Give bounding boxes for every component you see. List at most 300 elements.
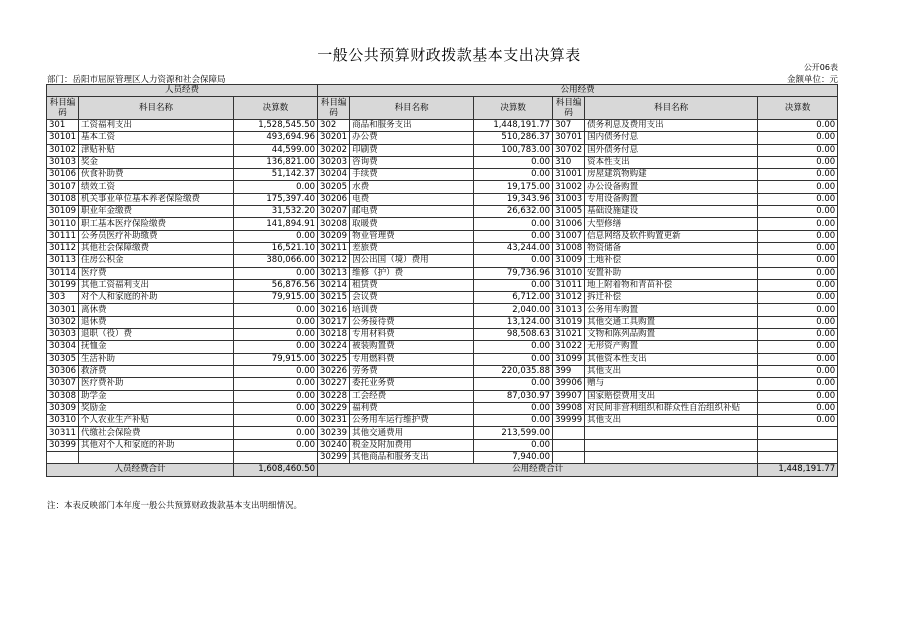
public-right-name-cell: 其他资本性支出 bbox=[585, 353, 758, 365]
table-row bbox=[47, 120, 838, 132]
public-right-name-cell: 国家赔偿费用支出 bbox=[585, 390, 758, 402]
public-right-name-cell: 文物和陈列品购置 bbox=[585, 329, 758, 341]
public-right-name-cell: 对民间非营利组织和群众性自治组织补贴 bbox=[585, 402, 758, 414]
table-row bbox=[47, 132, 838, 144]
public-mid-name-cell: 劳务费 bbox=[350, 365, 474, 377]
public-right-name-cell: 拆迁补偿 bbox=[585, 292, 758, 304]
personnel-amount-cell: 141,894.91 bbox=[234, 218, 318, 230]
public-right-amount-cell: 0.00 bbox=[758, 218, 838, 230]
public-right-code-cell bbox=[553, 439, 585, 451]
public-mid-code-cell: 30231 bbox=[318, 415, 350, 427]
unit-label: 金额单位：元 bbox=[786, 75, 838, 85]
public-mid-name-cell: 工会经费 bbox=[350, 390, 474, 402]
public-right-code-cell: 31007 bbox=[553, 230, 585, 242]
personnel-name-cell: 退休费 bbox=[79, 316, 234, 328]
public-right-name-cell: 国内债务付息 bbox=[585, 132, 758, 144]
col-amount-header: 决算数 bbox=[758, 97, 838, 120]
public-mid-code-cell: 302 bbox=[318, 120, 350, 132]
public-mid-amount-cell: 19,175.00 bbox=[474, 181, 553, 193]
personnel-name-cell: 医疗费 bbox=[79, 267, 234, 279]
public-mid-code-cell: 30214 bbox=[318, 279, 350, 291]
table-row bbox=[47, 144, 838, 156]
public-mid-amount-cell: 43,244.00 bbox=[474, 242, 553, 254]
public-mid-name-cell: 印刷费 bbox=[350, 144, 474, 156]
personnel-code-cell: 30109 bbox=[47, 206, 79, 218]
public-right-code-cell: 310 bbox=[553, 156, 585, 168]
personnel-amount-cell: 0.00 bbox=[234, 415, 318, 427]
public-mid-amount-cell: 510,286.37 bbox=[474, 132, 553, 144]
public-right-code-cell: 31021 bbox=[553, 329, 585, 341]
table-row bbox=[47, 427, 838, 439]
public-mid-name-cell: 专用燃料费 bbox=[350, 353, 474, 365]
public-mid-amount-cell: 13,124.00 bbox=[474, 316, 553, 328]
personnel-name-cell: 其他社会保障缴费 bbox=[79, 242, 234, 254]
public-right-amount-cell bbox=[758, 427, 838, 439]
public-mid-amount-cell: 213,599.00 bbox=[474, 427, 553, 439]
personnel-amount-cell: 0.00 bbox=[234, 267, 318, 279]
public-right-name-cell bbox=[585, 452, 758, 464]
public-right-amount-cell: 0.00 bbox=[758, 304, 838, 316]
public-right-code-cell bbox=[553, 452, 585, 464]
public-right-amount-cell: 0.00 bbox=[758, 181, 838, 193]
page-title: 一般公共预算财政拨款基本支出决算表 bbox=[317, 46, 581, 64]
col-amount-header: 决算数 bbox=[474, 97, 553, 120]
personnel-name-cell: 工资福利支出 bbox=[79, 120, 234, 132]
public-mid-code-cell: 30216 bbox=[318, 304, 350, 316]
public-mid-amount-cell: 0.00 bbox=[474, 341, 553, 353]
public-right-amount-cell: 0.00 bbox=[758, 230, 838, 242]
public-mid-amount-cell: 6,712.00 bbox=[474, 292, 553, 304]
totals-row bbox=[47, 464, 838, 476]
public-mid-code-cell: 30229 bbox=[318, 402, 350, 414]
table-row bbox=[47, 304, 838, 316]
col-name-header: 科目名称 bbox=[350, 97, 474, 120]
personnel-amount-cell: 0.00 bbox=[234, 427, 318, 439]
public-mid-name-cell: 租赁费 bbox=[350, 279, 474, 291]
personnel-amount-cell: 79,915.00 bbox=[234, 292, 318, 304]
public-mid-amount-cell: 0.00 bbox=[474, 378, 553, 390]
public-right-name-cell: 地上附着物和青苗补偿 bbox=[585, 279, 758, 291]
public-mid-amount-cell: 0.00 bbox=[474, 218, 553, 230]
public-mid-code-cell: 30215 bbox=[318, 292, 350, 304]
table-row bbox=[47, 230, 838, 242]
public-right-amount-cell: 0.00 bbox=[758, 242, 838, 254]
public-mid-name-cell: 物业管理费 bbox=[350, 230, 474, 242]
public-mid-name-cell: 税金及附加费用 bbox=[350, 439, 474, 451]
table-row bbox=[47, 279, 838, 291]
personnel-amount-cell: 0.00 bbox=[234, 439, 318, 451]
personnel-amount-cell: 56,876.56 bbox=[234, 279, 318, 291]
personnel-amount-cell: 1,528,545.50 bbox=[234, 120, 318, 132]
personnel-amount-cell: 0.00 bbox=[234, 181, 318, 193]
personnel-code-cell: 30106 bbox=[47, 169, 79, 181]
public-right-amount-cell: 0.00 bbox=[758, 365, 838, 377]
public-right-amount-cell: 0.00 bbox=[758, 120, 838, 132]
personnel-amount-cell: 44,599.00 bbox=[234, 144, 318, 156]
public-right-amount-cell bbox=[758, 439, 838, 451]
public-mid-code-cell: 30224 bbox=[318, 341, 350, 353]
public-right-name-cell: 其他交通工具购置 bbox=[585, 316, 758, 328]
public-mid-code-cell: 30218 bbox=[318, 329, 350, 341]
public-mid-name-cell: 其他商品和服务支出 bbox=[350, 452, 474, 464]
col-code-header: 科目编码 bbox=[318, 97, 350, 120]
personnel-name-cell: 奖金 bbox=[79, 156, 234, 168]
table-row bbox=[47, 181, 838, 193]
public-right-amount-cell: 0.00 bbox=[758, 353, 838, 365]
table-row bbox=[47, 156, 838, 168]
public-mid-amount-cell: 0.00 bbox=[474, 402, 553, 414]
table-row bbox=[47, 218, 838, 230]
public-mid-code-cell: 30226 bbox=[318, 365, 350, 377]
public-mid-name-cell: 取暖费 bbox=[350, 218, 474, 230]
public-right-code-cell: 31003 bbox=[553, 193, 585, 205]
public-right-name-cell: 其他支出 bbox=[585, 365, 758, 377]
table-row bbox=[47, 193, 838, 205]
table-row bbox=[47, 255, 838, 267]
table-row bbox=[47, 316, 838, 328]
personnel-code-cell: 30111 bbox=[47, 230, 79, 242]
col-amount-header: 决算数 bbox=[234, 97, 318, 120]
personnel-code-cell bbox=[47, 452, 79, 464]
public-mid-name-cell: 被装购置费 bbox=[350, 341, 474, 353]
public-right-code-cell: 39908 bbox=[553, 402, 585, 414]
personnel-amount-cell: 0.00 bbox=[234, 365, 318, 377]
public-mid-amount-cell: 2,040.00 bbox=[474, 304, 553, 316]
table-row bbox=[47, 452, 838, 464]
public-mid-amount-cell: 19,343.96 bbox=[474, 193, 553, 205]
public-right-code-cell: 31008 bbox=[553, 242, 585, 254]
personnel-amount-cell: 175,397.40 bbox=[234, 193, 318, 205]
public-mid-code-cell: 30202 bbox=[318, 144, 350, 156]
public-mid-amount-cell: 0.00 bbox=[474, 353, 553, 365]
public-right-code-cell: 31019 bbox=[553, 316, 585, 328]
public-mid-amount-cell: 220,035.88 bbox=[474, 365, 553, 377]
personnel-amount-cell: 0.00 bbox=[234, 230, 318, 242]
public-mid-code-cell: 30240 bbox=[318, 439, 350, 451]
col-code-header: 科目编码 bbox=[47, 97, 79, 120]
table-row bbox=[47, 390, 838, 402]
personnel-code-cell: 30306 bbox=[47, 365, 79, 377]
personnel-code-cell: 30103 bbox=[47, 156, 79, 168]
personnel-amount-cell: 136,821.00 bbox=[234, 156, 318, 168]
public-right-amount-cell: 0.00 bbox=[758, 193, 838, 205]
personnel-code-cell: 30310 bbox=[47, 415, 79, 427]
personnel-code-cell: 30112 bbox=[47, 242, 79, 254]
personnel-code-cell: 30108 bbox=[47, 193, 79, 205]
public-right-code-cell: 31005 bbox=[553, 206, 585, 218]
public-mid-name-cell: 电费 bbox=[350, 193, 474, 205]
public-right-name-cell: 专用设备购置 bbox=[585, 193, 758, 205]
public-mid-amount-cell: 100,783.00 bbox=[474, 144, 553, 156]
public-right-name-cell bbox=[585, 427, 758, 439]
public-mid-code-cell: 30239 bbox=[318, 427, 350, 439]
personnel-name-cell: 职业年金缴费 bbox=[79, 206, 234, 218]
personnel-name-cell: 个人农业生产补贴 bbox=[79, 415, 234, 427]
personnel-code-cell: 30307 bbox=[47, 378, 79, 390]
public-mid-code-cell: 30211 bbox=[318, 242, 350, 254]
public-right-amount-cell: 0.00 bbox=[758, 390, 838, 402]
public-mid-amount-cell: 0.00 bbox=[474, 169, 553, 181]
col-name-header: 科目名称 bbox=[585, 97, 758, 120]
public-right-code-cell bbox=[553, 427, 585, 439]
public-right-amount-cell: 0.00 bbox=[758, 415, 838, 427]
personnel-name-cell: 离休费 bbox=[79, 304, 234, 316]
public-mid-name-cell: 咨询费 bbox=[350, 156, 474, 168]
public-right-name-cell: 无形资产购置 bbox=[585, 341, 758, 353]
public-mid-amount-cell: 0.00 bbox=[474, 255, 553, 267]
personnel-amount-cell: 0.00 bbox=[234, 390, 318, 402]
table-row bbox=[47, 341, 838, 353]
public-mid-amount-cell: 0.00 bbox=[474, 156, 553, 168]
public-right-code-cell: 31001 bbox=[553, 169, 585, 181]
public-mid-code-cell: 30209 bbox=[318, 230, 350, 242]
public-right-amount-cell: 0.00 bbox=[758, 144, 838, 156]
personnel-code-cell: 30309 bbox=[47, 402, 79, 414]
personnel-code-cell: 30308 bbox=[47, 390, 79, 402]
table-row bbox=[47, 267, 838, 279]
department-label: 部门：岳阳市屈原管理区人力资源和社会保障局 bbox=[47, 75, 226, 85]
personnel-code-cell: 30305 bbox=[47, 353, 79, 365]
public-mid-name-cell: 维修（护）费 bbox=[350, 267, 474, 279]
form-number: 公开06表 bbox=[803, 63, 838, 72]
personnel-code-cell: 30311 bbox=[47, 427, 79, 439]
public-mid-name-cell: 办公费 bbox=[350, 132, 474, 144]
col-name-header: 科目名称 bbox=[79, 97, 234, 120]
public-mid-code-cell: 30208 bbox=[318, 218, 350, 230]
public-mid-code-cell: 30201 bbox=[318, 132, 350, 144]
public-right-amount-cell: 0.00 bbox=[758, 402, 838, 414]
group-header-row bbox=[47, 85, 838, 97]
personnel-name-cell: 救济费 bbox=[79, 365, 234, 377]
public-mid-amount-cell: 79,736.96 bbox=[474, 267, 553, 279]
personnel-name-cell: 其他工资福利支出 bbox=[79, 279, 234, 291]
personnel-name-cell: 伙食补助费 bbox=[79, 169, 234, 181]
public-right-code-cell: 31011 bbox=[553, 279, 585, 291]
personnel-code-cell: 30304 bbox=[47, 341, 79, 353]
public-mid-name-cell: 委托业务费 bbox=[350, 378, 474, 390]
public-mid-code-cell: 30205 bbox=[318, 181, 350, 193]
public-mid-code-cell: 30299 bbox=[318, 452, 350, 464]
public-mid-name-cell: 会议费 bbox=[350, 292, 474, 304]
personnel-name-cell: 助学金 bbox=[79, 390, 234, 402]
public-right-code-cell: 31009 bbox=[553, 255, 585, 267]
personnel-name-cell: 基本工资 bbox=[79, 132, 234, 144]
personnel-name-cell: 生活补助 bbox=[79, 353, 234, 365]
personnel-amount-cell: 0.00 bbox=[234, 378, 318, 390]
public-total-label: 公用经费合计 bbox=[318, 464, 758, 476]
personnel-code-cell: 30113 bbox=[47, 255, 79, 267]
personnel-name-cell: 奖励金 bbox=[79, 402, 234, 414]
personnel-name-cell: 医疗费补助 bbox=[79, 378, 234, 390]
public-mid-amount-cell: 98,508.63 bbox=[474, 329, 553, 341]
column-header-row bbox=[47, 97, 838, 120]
public-mid-amount-cell: 7,940.00 bbox=[474, 452, 553, 464]
personnel-name-cell: 绩效工资 bbox=[79, 181, 234, 193]
public-mid-name-cell: 商品和服务支出 bbox=[350, 120, 474, 132]
public-mid-name-cell: 福利费 bbox=[350, 402, 474, 414]
public-mid-code-cell: 30204 bbox=[318, 169, 350, 181]
public-mid-name-cell: 培训费 bbox=[350, 304, 474, 316]
public-mid-code-cell: 30206 bbox=[318, 193, 350, 205]
public-mid-amount-cell: 0.00 bbox=[474, 230, 553, 242]
personnel-code-cell: 30102 bbox=[47, 144, 79, 156]
personnel-code-cell: 30399 bbox=[47, 439, 79, 451]
public-right-code-cell: 39999 bbox=[553, 415, 585, 427]
personnel-code-cell: 303 bbox=[47, 292, 79, 304]
public-right-amount-cell: 0.00 bbox=[758, 255, 838, 267]
public-right-code-cell: 30701 bbox=[553, 132, 585, 144]
public-mid-code-cell: 30203 bbox=[318, 156, 350, 168]
personnel-amount-cell: 0.00 bbox=[234, 316, 318, 328]
public-total-amount: 1,448,191.77 bbox=[758, 464, 838, 476]
table-row bbox=[47, 169, 838, 181]
personnel-total-label: 人员经费合计 bbox=[47, 464, 234, 476]
public-right-code-cell: 39906 bbox=[553, 378, 585, 390]
footnote: 注：本表反映部门本年度一般公共预算财政拨款基本支出明细情况。 bbox=[47, 501, 303, 511]
personnel-name-cell: 机关事业单位基本养老保险缴费 bbox=[79, 193, 234, 205]
public-right-name-cell: 其他支出 bbox=[585, 415, 758, 427]
public-right-amount-cell: 0.00 bbox=[758, 206, 838, 218]
personnel-name-cell: 抚恤金 bbox=[79, 341, 234, 353]
public-right-code-cell: 31099 bbox=[553, 353, 585, 365]
personnel-name-cell: 退职（役）费 bbox=[79, 329, 234, 341]
public-right-code-cell: 31022 bbox=[553, 341, 585, 353]
personnel-amount-cell: 493,694.96 bbox=[234, 132, 318, 144]
public-mid-code-cell: 30213 bbox=[318, 267, 350, 279]
table-row bbox=[47, 329, 838, 341]
public-right-name-cell: 物资储备 bbox=[585, 242, 758, 254]
public-right-amount-cell: 0.00 bbox=[758, 132, 838, 144]
public-right-name-cell: 信息网络及软件购置更新 bbox=[585, 230, 758, 242]
public-right-code-cell: 31012 bbox=[553, 292, 585, 304]
personnel-group-header: 人员经费 bbox=[47, 85, 318, 97]
public-mid-amount-cell: 0.00 bbox=[474, 439, 553, 451]
personnel-name-cell: 职工基本医疗保险缴费 bbox=[79, 218, 234, 230]
public-right-amount-cell: 0.00 bbox=[758, 279, 838, 291]
public-right-code-cell: 307 bbox=[553, 120, 585, 132]
public-right-amount-cell: 0.00 bbox=[758, 316, 838, 328]
table-row bbox=[47, 206, 838, 218]
table-row bbox=[47, 378, 838, 390]
public-right-amount-cell: 0.00 bbox=[758, 378, 838, 390]
personnel-amount-cell: 0.00 bbox=[234, 329, 318, 341]
public-right-name-cell: 资本性支出 bbox=[585, 156, 758, 168]
public-mid-name-cell: 其他交通费用 bbox=[350, 427, 474, 439]
personnel-name-cell: 公务员医疗补助缴费 bbox=[79, 230, 234, 242]
personnel-name-cell bbox=[79, 452, 234, 464]
personnel-code-cell: 30114 bbox=[47, 267, 79, 279]
personnel-total-amount: 1,608,460.50 bbox=[234, 464, 318, 476]
public-group-header: 公用经费 bbox=[318, 85, 838, 97]
personnel-code-cell: 30199 bbox=[47, 279, 79, 291]
public-mid-code-cell: 30212 bbox=[318, 255, 350, 267]
public-mid-name-cell: 差旅费 bbox=[350, 242, 474, 254]
public-right-name-cell: 土地补偿 bbox=[585, 255, 758, 267]
personnel-amount-cell: 79,915.00 bbox=[234, 353, 318, 365]
public-mid-code-cell: 30225 bbox=[318, 353, 350, 365]
public-mid-code-cell: 30228 bbox=[318, 390, 350, 402]
table-row bbox=[47, 439, 838, 451]
public-right-name-cell: 基础设施建设 bbox=[585, 206, 758, 218]
public-right-name-cell: 赠与 bbox=[585, 378, 758, 390]
public-right-amount-cell: 0.00 bbox=[758, 267, 838, 279]
personnel-code-cell: 30301 bbox=[47, 304, 79, 316]
public-right-code-cell: 399 bbox=[553, 365, 585, 377]
public-mid-amount-cell: 26,632.00 bbox=[474, 206, 553, 218]
expenditure-table bbox=[46, 84, 838, 477]
public-right-name-cell: 国外债务付息 bbox=[585, 144, 758, 156]
personnel-amount-cell: 51,142.37 bbox=[234, 169, 318, 181]
table-row bbox=[47, 242, 838, 254]
personnel-amount-cell: 16,521.10 bbox=[234, 242, 318, 254]
public-right-amount-cell: 0.00 bbox=[758, 292, 838, 304]
public-right-code-cell: 31013 bbox=[553, 304, 585, 316]
personnel-name-cell: 其他对个人和家庭的补助 bbox=[79, 439, 234, 451]
personnel-name-cell: 津贴补贴 bbox=[79, 144, 234, 156]
personnel-amount-cell: 0.00 bbox=[234, 304, 318, 316]
public-right-name-cell: 债务利息及费用支出 bbox=[585, 120, 758, 132]
table-row bbox=[47, 402, 838, 414]
public-right-amount-cell: 0.00 bbox=[758, 156, 838, 168]
personnel-code-cell: 30302 bbox=[47, 316, 79, 328]
public-mid-name-cell: 邮电费 bbox=[350, 206, 474, 218]
public-right-code-cell: 31002 bbox=[553, 181, 585, 193]
personnel-code-cell: 30107 bbox=[47, 181, 79, 193]
public-right-amount-cell: 0.00 bbox=[758, 329, 838, 341]
public-mid-amount-cell: 87,030.97 bbox=[474, 390, 553, 402]
public-right-amount-cell: 0.00 bbox=[758, 169, 838, 181]
public-right-name-cell bbox=[585, 439, 758, 451]
personnel-code-cell: 301 bbox=[47, 120, 79, 132]
public-right-code-cell: 31010 bbox=[553, 267, 585, 279]
personnel-amount-cell: 0.00 bbox=[234, 341, 318, 353]
public-mid-name-cell: 公务接待费 bbox=[350, 316, 474, 328]
table-row bbox=[47, 365, 838, 377]
public-right-name-cell: 房屋建筑物购建 bbox=[585, 169, 758, 181]
public-right-name-cell: 公务用车购置 bbox=[585, 304, 758, 316]
public-mid-amount-cell: 0.00 bbox=[474, 415, 553, 427]
personnel-amount-cell: 31,532.20 bbox=[234, 206, 318, 218]
public-mid-amount-cell: 1,448,191.77 bbox=[474, 120, 553, 132]
public-right-amount-cell bbox=[758, 452, 838, 464]
table-row bbox=[47, 292, 838, 304]
personnel-code-cell: 30303 bbox=[47, 329, 79, 341]
table-row bbox=[47, 353, 838, 365]
table-row bbox=[47, 415, 838, 427]
personnel-amount-cell: 380,066.00 bbox=[234, 255, 318, 267]
public-mid-name-cell: 因公出国（境）费用 bbox=[350, 255, 474, 267]
public-mid-amount-cell: 0.00 bbox=[474, 279, 553, 291]
public-mid-name-cell: 手续费 bbox=[350, 169, 474, 181]
public-right-code-cell: 30702 bbox=[553, 144, 585, 156]
public-right-name-cell: 办公设备购置 bbox=[585, 181, 758, 193]
public-right-name-cell: 安置补助 bbox=[585, 267, 758, 279]
personnel-amount-cell bbox=[234, 452, 318, 464]
personnel-name-cell: 对个人和家庭的补助 bbox=[79, 292, 234, 304]
col-code-header: 科目编码 bbox=[553, 97, 585, 120]
public-right-name-cell: 大型修缮 bbox=[585, 218, 758, 230]
public-mid-name-cell: 水费 bbox=[350, 181, 474, 193]
public-mid-code-cell: 30207 bbox=[318, 206, 350, 218]
public-right-code-cell: 39907 bbox=[553, 390, 585, 402]
public-mid-code-cell: 30217 bbox=[318, 316, 350, 328]
public-mid-code-cell: 30227 bbox=[318, 378, 350, 390]
personnel-code-cell: 30101 bbox=[47, 132, 79, 144]
personnel-name-cell: 代缴社会保险费 bbox=[79, 427, 234, 439]
public-right-code-cell: 31006 bbox=[553, 218, 585, 230]
personnel-name-cell: 住房公积金 bbox=[79, 255, 234, 267]
personnel-amount-cell: 0.00 bbox=[234, 402, 318, 414]
